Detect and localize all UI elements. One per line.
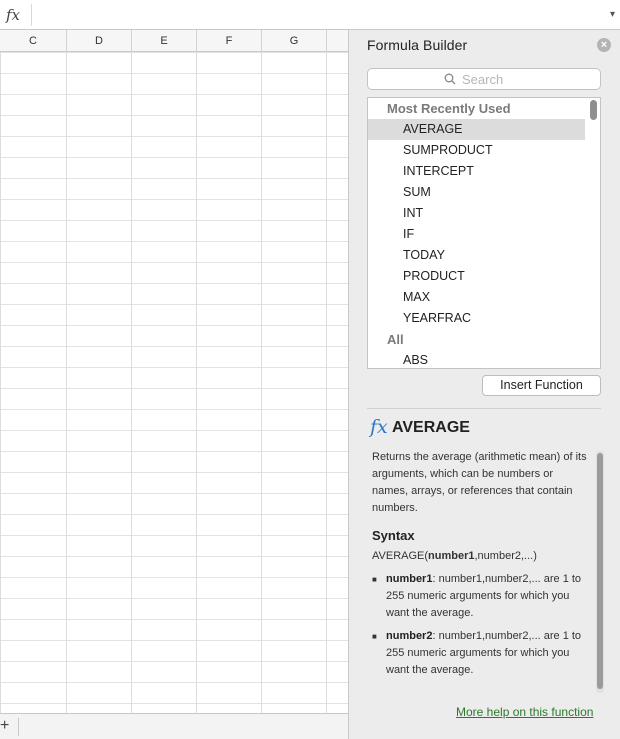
grid-column-line [0, 52, 1, 713]
grid-row-line [0, 199, 349, 200]
column-header-f[interactable]: F [197, 30, 262, 52]
group-most-recently-used: Most Recently Used [387, 101, 511, 116]
bullet-icon: ■ [372, 632, 377, 641]
search-input[interactable] [462, 71, 592, 88]
function-item-sumproduct[interactable]: SUMPRODUCT [403, 143, 493, 157]
cell-grid[interactable] [0, 52, 349, 713]
formula-bar [0, 0, 620, 30]
argument-item [372, 628, 590, 679]
search-icon [444, 73, 456, 85]
function-icon[interactable]: fx [6, 6, 21, 24]
function-name: AVERAGE [392, 419, 470, 436]
function-item-yearfrac[interactable]: YEARFRAC [403, 311, 472, 325]
section-divider [367, 408, 601, 409]
sheet-tab-bar [0, 713, 349, 739]
grid-row-line [0, 556, 349, 557]
syntax-first-arg: number1 [428, 550, 475, 562]
column-header-d[interactable]: D [67, 30, 132, 52]
chevron-down-icon[interactable]: ▾ [609, 9, 615, 20]
syntax-heading: Syntax [372, 528, 415, 543]
search-field[interactable] [367, 68, 601, 90]
grid-row-line [0, 73, 349, 74]
grid-column-line [326, 52, 327, 713]
function-item-max[interactable]: MAX [403, 290, 431, 304]
grid-row-line [0, 535, 349, 536]
function-item-today[interactable]: TODAY [403, 248, 445, 262]
grid-row-line [0, 577, 349, 578]
group-all: All [387, 332, 404, 347]
function-item-int[interactable]: INT [403, 206, 424, 220]
grid-column-line [66, 52, 67, 713]
grid-row-line [0, 241, 349, 242]
grid-row-line [0, 472, 349, 473]
list-scrollbar[interactable] [590, 100, 597, 368]
argument-desc: : number1,number2,... are 1 to 255 numeric arguments for which you want the average. [386, 573, 582, 619]
column-header-g[interactable]: G [262, 30, 327, 52]
description-scroll-thumb[interactable] [597, 453, 603, 689]
grid-column-line [131, 52, 132, 713]
grid-row-line [0, 430, 349, 431]
grid-row-line [0, 283, 349, 284]
grid-row-line [0, 115, 349, 116]
grid-row-line [0, 619, 349, 620]
grid-column-line [196, 52, 197, 713]
grid-row-line [0, 493, 349, 494]
argument-desc: : number1,number2,... are 1 to 255 numeric arguments for which you want the average. [386, 630, 582, 676]
function-description: Returns the average (arithmetic mean) of its arguments, which can be numbers or names, arrays, or references that contain numbers. [372, 451, 587, 514]
grid-row-line [0, 514, 349, 515]
argument-item [372, 571, 590, 622]
description-scrollbar[interactable] [596, 451, 604, 693]
function-item-average[interactable]: AVERAGE [368, 119, 585, 140]
function-list[interactable] [367, 97, 601, 369]
grid-row-line [0, 178, 349, 179]
function-item-if[interactable]: IF [403, 227, 415, 241]
function-icon: fx [370, 416, 388, 438]
grid-row-line [0, 598, 349, 599]
grid-column-line [261, 52, 262, 713]
argument-name: number1 [386, 573, 433, 585]
list-scroll-thumb[interactable] [590, 100, 597, 120]
grid-row-line [0, 661, 349, 662]
formula-input[interactable] [36, 5, 596, 25]
formula-bar-separator [31, 4, 32, 26]
close-icon[interactable]: × [597, 38, 611, 52]
insert-function-button[interactable]: Insert Function [482, 375, 601, 396]
grid-row-line [0, 682, 349, 683]
syntax-prefix: AVERAGE( [372, 550, 429, 562]
column-header-e[interactable]: E [132, 30, 197, 52]
more-help-link[interactable]: More help on this function [456, 705, 594, 719]
syntax-signature [372, 550, 537, 562]
grid-row-line [0, 703, 349, 704]
grid-row-line [0, 136, 349, 137]
column-header-c[interactable]: C [0, 30, 67, 52]
function-item-intercept[interactable]: INTERCEPT [403, 164, 474, 178]
function-item-abs[interactable]: ABS [403, 353, 429, 367]
grid-row-line [0, 262, 349, 263]
argument-name: number2 [386, 630, 433, 642]
function-item-product[interactable]: PRODUCT [403, 269, 465, 283]
argument-text [372, 628, 590, 679]
bullet-icon: ■ [372, 575, 377, 584]
grid-row-line [0, 451, 349, 452]
grid-row-line [0, 220, 349, 221]
add-sheet-button[interactable]: + [0, 717, 10, 734]
argument-text [372, 571, 590, 622]
grid-row-line [0, 325, 349, 326]
grid-row-line [0, 367, 349, 368]
grid-row-line [0, 409, 349, 410]
grid-row-line [0, 640, 349, 641]
column-header-row [0, 30, 349, 52]
grid-row-line [0, 52, 349, 53]
formula-builder-panel [349, 30, 620, 739]
tab-divider [18, 718, 19, 736]
panel-title: Formula Builder [367, 37, 468, 53]
grid-row-line [0, 94, 349, 95]
function-item-sum[interactable]: SUM [403, 185, 431, 199]
grid-row-line [0, 157, 349, 158]
spreadsheet-grid[interactable] [0, 30, 349, 713]
grid-row-line [0, 304, 349, 305]
grid-row-line [0, 346, 349, 347]
grid-row-line [0, 388, 349, 389]
syntax-suffix: ,number2,...) [474, 550, 537, 562]
